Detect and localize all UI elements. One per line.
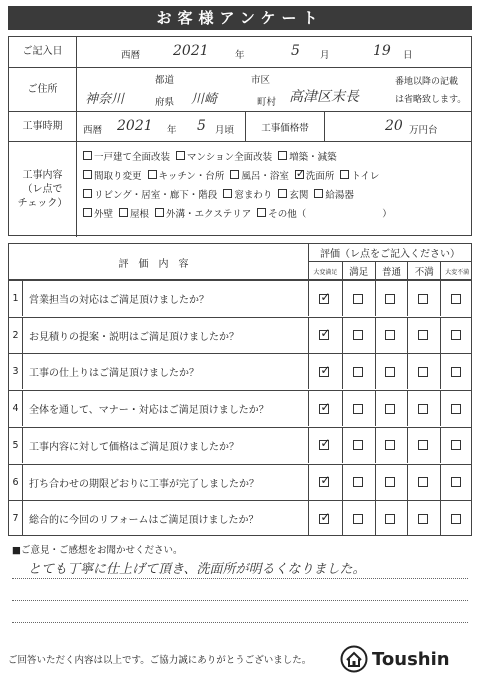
- question-number: 2: [9, 318, 23, 353]
- rating-cell: [440, 281, 473, 316]
- work-option-label: 一戸建て全面改装: [94, 151, 171, 163]
- work-label-2: （レ点で: [22, 183, 63, 195]
- rating-cell: [407, 391, 440, 426]
- rating-cell: [375, 281, 408, 316]
- city-label: 市区: [251, 75, 271, 86]
- rating-cell: [342, 465, 375, 500]
- work-checklist: [83, 146, 392, 222]
- rating-cell: [342, 281, 375, 316]
- work-option[interactable]: [295, 168, 335, 182]
- rating-cell: [342, 318, 375, 353]
- evaluation-table: [8, 243, 472, 536]
- question-number: 5: [9, 428, 23, 463]
- work-option-label: 風呂・浴室: [241, 170, 289, 182]
- rating-column-header: 大変満足: [313, 268, 338, 276]
- rating-cell: [440, 428, 473, 463]
- rating-checkbox[interactable]: [353, 330, 363, 340]
- rating-cell: [309, 428, 342, 463]
- work-option-label: その他（: [268, 208, 307, 220]
- work-option-label: 外溝・エクステリア: [166, 208, 252, 220]
- rating-cell: [407, 318, 440, 353]
- ward-value[interactable]: 高津区末長: [289, 89, 359, 105]
- rating-column-header: 満足: [342, 262, 375, 280]
- price-unit: 万円台: [409, 125, 438, 136]
- rating-checkbox[interactable]: [451, 440, 461, 450]
- rating-checkbox[interactable]: [418, 477, 428, 487]
- work-option[interactable]: [176, 149, 272, 163]
- rating-cell: [309, 354, 342, 389]
- checkbox[interactable]: [257, 208, 266, 217]
- period-month-value[interactable]: 5: [197, 118, 206, 134]
- rating-cell: [440, 391, 473, 426]
- date-year-unit: 年: [235, 50, 245, 61]
- date-month-value[interactable]: 5: [291, 43, 300, 59]
- question-row: [9, 427, 471, 463]
- work-option-label: 窓まわり: [234, 189, 273, 201]
- rating-cell: [407, 428, 440, 463]
- footer-text: ご回答いただく内容は以上です。ご協力誠にありがとうございました。: [8, 655, 312, 666]
- question-text: お見積りの提案・説明はご満足頂けましたか？: [23, 318, 309, 353]
- work-option[interactable]: [340, 168, 379, 182]
- rating-cell: [375, 428, 408, 463]
- period-month-unit: 月頃: [215, 125, 235, 136]
- question-row: [9, 464, 471, 500]
- rating-cell: [309, 281, 342, 316]
- work-option[interactable]: [257, 206, 306, 220]
- period-label: 工事時期: [9, 112, 77, 141]
- rating-checkbox[interactable]: [418, 367, 428, 377]
- rating-cell: [407, 501, 440, 536]
- logo-text: Toushin: [372, 648, 450, 670]
- rating-cell: [440, 465, 473, 500]
- date-era: 西暦: [121, 50, 141, 61]
- rating-column-header: 不満: [407, 262, 440, 280]
- page-title: お客様アンケート: [8, 6, 472, 30]
- rating-cell: [440, 318, 473, 353]
- work-option[interactable]: [83, 187, 217, 201]
- work-option[interactable]: [314, 187, 354, 201]
- rating-cell: [375, 465, 408, 500]
- address-note-1: 番地以降の記載: [395, 77, 459, 87]
- address-row: [9, 67, 471, 111]
- rating-column-header: 普通: [375, 262, 408, 280]
- work-option-label: トイレ: [351, 170, 380, 182]
- question-number: 7: [9, 501, 23, 536]
- checkbox[interactable]: [295, 170, 304, 179]
- rating-cell: [342, 428, 375, 463]
- work-option[interactable]: [83, 149, 170, 163]
- checkbox[interactable]: [314, 189, 323, 198]
- rating-cell: [342, 391, 375, 426]
- work-option[interactable]: [83, 168, 142, 182]
- comment-line: [12, 622, 468, 623]
- work-option[interactable]: [230, 168, 289, 182]
- rating-checkbox[interactable]: [418, 514, 428, 524]
- rating-cell: [440, 501, 473, 536]
- work-checklist-row: [83, 203, 392, 222]
- work-option-label: リビング・居室・廊下・階段: [94, 189, 218, 201]
- rating-checkbox[interactable]: [451, 330, 461, 340]
- question-text: 工事の仕上りはご満足頂けましたか？: [23, 354, 309, 389]
- other-close-paren: ）: [382, 208, 392, 220]
- rating-cell: [342, 501, 375, 536]
- pref-label: 都道: [155, 75, 175, 86]
- rating-cell: [407, 281, 440, 316]
- rating-checkbox[interactable]: [353, 294, 363, 304]
- rating-checkbox[interactable]: [319, 477, 329, 487]
- evaluation-header: [9, 244, 471, 280]
- rating-column-header: 大変不満: [440, 262, 473, 280]
- house-icon: [340, 645, 368, 673]
- question-text: 全体を通して、マナー・対応はご満足頂けましたか？: [23, 391, 309, 426]
- date-day-value[interactable]: 19: [373, 43, 391, 59]
- rating-checkbox[interactable]: [451, 367, 461, 377]
- info-form: [8, 36, 472, 236]
- rating-checkbox[interactable]: [451, 514, 461, 524]
- work-option[interactable]: [278, 149, 337, 163]
- checkbox[interactable]: [278, 189, 287, 198]
- question-number: 4: [9, 391, 23, 426]
- checkbox[interactable]: [83, 151, 92, 160]
- rating-checkbox[interactable]: [451, 294, 461, 304]
- work-option[interactable]: [278, 187, 308, 201]
- rating-cell: [342, 354, 375, 389]
- work-option[interactable]: [155, 206, 251, 220]
- question-text: 打ち合わせの期限どおりに工事が完了しましたか？: [23, 465, 309, 500]
- question-number: 1: [9, 281, 23, 316]
- question-row: [9, 500, 471, 536]
- date-year-value[interactable]: 2021: [173, 43, 209, 59]
- pref-value[interactable]: 神奈川: [85, 92, 125, 107]
- checkbox[interactable]: [278, 151, 287, 160]
- rating-checkbox[interactable]: [451, 404, 461, 414]
- rating-cell: [375, 318, 408, 353]
- rating-cell: [407, 465, 440, 500]
- date-row: [9, 37, 471, 67]
- rating-checkbox[interactable]: [319, 440, 329, 450]
- question-row: [9, 390, 471, 426]
- rating-checkbox[interactable]: [353, 404, 363, 414]
- work-option-label: 間取り変更: [94, 170, 142, 182]
- rating-cell: [375, 354, 408, 389]
- content-header: 評価内容: [9, 244, 309, 280]
- rating-checkbox[interactable]: [418, 330, 428, 340]
- work-option-label: 洗面所: [305, 170, 335, 182]
- work-option-label: 給湯器: [325, 189, 354, 201]
- rating-checkbox[interactable]: [319, 330, 329, 340]
- rating-checkbox[interactable]: [319, 294, 329, 304]
- work-option-label: 外壁: [94, 208, 114, 220]
- rating-cell: [309, 501, 342, 536]
- work-option[interactable]: [119, 206, 149, 220]
- rating-checkbox[interactable]: [353, 477, 363, 487]
- pref-label-2: 府県: [155, 97, 175, 108]
- address-note-2: は省略致します。: [395, 95, 467, 105]
- rating-cell: [440, 354, 473, 389]
- question-number: 3: [9, 354, 23, 389]
- work-row: [9, 141, 471, 237]
- question-text: 営業担当の対応はご満足頂けましたか？: [23, 281, 309, 316]
- rating-checkbox[interactable]: [319, 514, 329, 524]
- checkbox[interactable]: [230, 170, 239, 179]
- work-label: [9, 142, 77, 237]
- period-row: [9, 111, 471, 141]
- company-logo: [340, 645, 450, 673]
- rating-checkbox[interactable]: [353, 367, 363, 377]
- checkbox[interactable]: [340, 170, 349, 179]
- question-row: [9, 317, 471, 353]
- comments-section: [8, 542, 472, 634]
- rating-cell: [407, 354, 440, 389]
- checkbox[interactable]: [176, 151, 185, 160]
- question-text: 総合的に今回のリフォームはご満足頂けましたか？: [23, 501, 309, 536]
- question-text: 工事内容に対して価格はご満足頂けましたか？: [23, 428, 309, 463]
- work-option[interactable]: [83, 206, 113, 220]
- period-year-unit: 年: [167, 125, 177, 136]
- rating-checkbox[interactable]: [353, 514, 363, 524]
- work-option[interactable]: [148, 168, 225, 182]
- rating-header: 評価（レ点をご記入ください）: [309, 244, 471, 262]
- checkbox[interactable]: [155, 208, 164, 217]
- price-label: 工事価格帯: [245, 112, 325, 141]
- checkbox[interactable]: [223, 189, 232, 198]
- work-option-label: 屋根: [130, 208, 150, 220]
- rating-cell: [309, 465, 342, 500]
- rating-checkbox[interactable]: [418, 440, 428, 450]
- rating-checkbox[interactable]: [385, 440, 395, 450]
- comment-line: [12, 600, 468, 601]
- period-era: 西暦: [83, 125, 103, 136]
- question-number: 6: [9, 465, 23, 500]
- rating-checkbox[interactable]: [451, 477, 461, 487]
- rating-cell: [309, 391, 342, 426]
- rating-checkbox[interactable]: [319, 404, 329, 414]
- work-label-3: チェック）: [17, 197, 68, 209]
- question-row: [9, 280, 471, 316]
- work-option-label: 増築・減築: [289, 151, 337, 163]
- checkbox[interactable]: [83, 189, 92, 198]
- rating-checkbox[interactable]: [385, 294, 395, 304]
- comment-line: [12, 578, 468, 579]
- work-checklist-row: [83, 184, 392, 203]
- rating-checkbox[interactable]: [319, 367, 329, 377]
- rating-checkbox[interactable]: [418, 294, 428, 304]
- work-checklist-row: [83, 146, 392, 165]
- comment-text[interactable]: とても丁寧に仕上げて頂き、洗面所が明るくなりました。: [28, 562, 366, 577]
- checkbox[interactable]: [119, 208, 128, 217]
- work-checklist-row: [83, 165, 392, 184]
- rating-checkbox[interactable]: [385, 367, 395, 377]
- rating-cell: [309, 318, 342, 353]
- date-label: ご記入日: [9, 37, 77, 67]
- work-option-label: キッチン・台所: [158, 170, 225, 182]
- date-month-unit: 月: [320, 50, 330, 61]
- city-value[interactable]: 川崎: [191, 92, 218, 107]
- rating-cell: [375, 501, 408, 536]
- work-option-label: マンション全面改装: [187, 151, 273, 163]
- question-row: [9, 353, 471, 389]
- rating-checkbox[interactable]: [385, 477, 395, 487]
- rating-checkbox[interactable]: [385, 330, 395, 340]
- period-year-value[interactable]: 2021: [117, 118, 153, 134]
- checkbox[interactable]: [83, 208, 92, 217]
- date-day-unit: 日: [403, 50, 413, 61]
- checkbox[interactable]: [83, 170, 92, 179]
- address-label: ご住所: [9, 68, 77, 111]
- rating-checkbox[interactable]: [418, 404, 428, 414]
- rating-checkbox[interactable]: [385, 404, 395, 414]
- comments-title: ■ご意見・ご感想をお聞かせください。: [12, 545, 183, 556]
- rating-checkbox[interactable]: [353, 440, 363, 450]
- checkbox[interactable]: [148, 170, 157, 179]
- work-label-1: 工事内容: [22, 169, 63, 181]
- rating-cell: [375, 391, 408, 426]
- work-option[interactable]: [223, 187, 272, 201]
- rating-checkbox[interactable]: [385, 514, 395, 524]
- price-value[interactable]: 20: [385, 118, 403, 134]
- town-label: 町村: [257, 97, 277, 108]
- work-option-label: 玄関: [289, 189, 309, 201]
